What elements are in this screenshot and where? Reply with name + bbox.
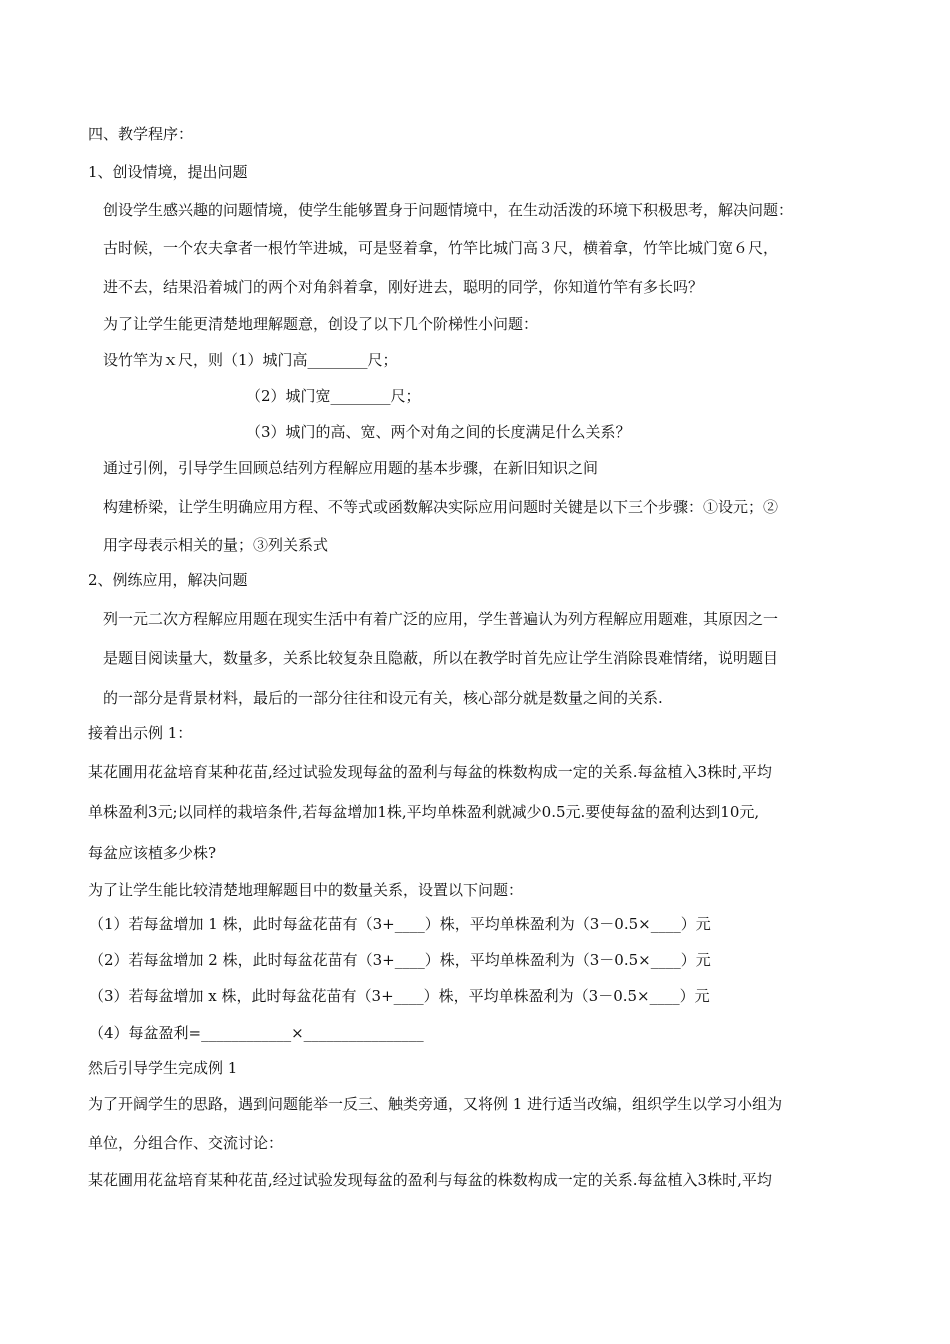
paragraph-line: 接着出示例 1： bbox=[88, 724, 193, 742]
subsection-heading: 2、例练应用，解决问题 bbox=[88, 571, 248, 589]
paragraph-line: 进不去，结果沿着城门的两个对角斜着拿，刚好进去，聪明的同学，你知道竹竿有多长吗？ bbox=[103, 278, 704, 296]
question-line: （3）若每盆增加 x 株，此时每盆花苗有（3+____）株，平均单株盈利为（3－0.5×____）元 bbox=[89, 987, 710, 1005]
example-line: 某花圃用花盆培育某种花苗,经过试验发现每盆的盈利与每盆的株数构成一定的关系.每盆植入3株时,平均 bbox=[88, 1171, 772, 1189]
paragraph-line: 单位，分组合作、交流讨论： bbox=[88, 1134, 284, 1152]
paragraph-line: 的一部分是背景材料，最后的一部分往往和设元有关，核心部分就是数量之间的关系. bbox=[103, 689, 663, 707]
section-heading: 四、教学程序： bbox=[88, 125, 194, 143]
question-line: （4）每盆盈利=____________×________________ bbox=[89, 1024, 424, 1042]
paragraph-line: 然后引导学生完成例 1 bbox=[88, 1059, 238, 1077]
question-line: （3）城门的高、宽、两个对角之间的长度满足什么关系？ bbox=[246, 423, 631, 441]
question-line: （2）若每盆增加 2 株，此时每盆花苗有（3+____）株，平均单株盈利为（3－0.5×____）元 bbox=[89, 951, 711, 969]
paragraph-line: 为了让学生能比较清楚地理解题目中的数量关系，设置以下问题： bbox=[88, 881, 524, 899]
paragraph-line: 用字母表示相关的量；③列关系式 bbox=[103, 536, 329, 554]
paragraph-line: 通过引例，引导学生回顾总结列方程解应用题的基本步骤，在新旧知识之间 bbox=[103, 459, 599, 477]
paragraph-line: 是题目阅读量大，数量多，关系比较复杂且隐蔽，所以在教学时首先应让学生消除畏难情绪，说明题目 bbox=[103, 649, 779, 667]
example-line: 某花圃用花盆培育某种花苗,经过试验发现每盆的盈利与每盆的株数构成一定的关系.每盆植入3株时,平均 bbox=[88, 763, 772, 781]
paragraph-line: 列一元二次方程解应用题在现实生活中有着广泛的应用，学生普遍认为列方程解应用题难，其原因之一 bbox=[103, 610, 779, 628]
paragraph-line: 为了让学生能更清楚地理解题意，创设了以下几个阶梯性小问题： bbox=[103, 315, 539, 333]
paragraph-line: 古时候，一个农夫拿者一根竹竿进城，可是竖着拿，竹竿比城门高３尺，横着拿，竹竿比城门宽６尺， bbox=[103, 239, 779, 257]
example-line: 每盆应该植多少株? bbox=[88, 844, 217, 862]
subsection-heading: 1、创设情境，提出问题 bbox=[88, 163, 248, 181]
paragraph-line: 为了开阔学生的思路，遇到问题能举一反三、触类旁通，又将例 1 进行适当改编，组织学生以学习小组为 bbox=[88, 1095, 783, 1113]
paragraph-line: 创设学生感兴趣的问题情境，使学生能够置身于问题情境中，在生动活泼的环境下积极思考，解决问题： bbox=[103, 201, 794, 219]
question-line: 设竹竿为ｘ尺，则（1）城门高________尺； bbox=[103, 351, 398, 369]
example-line: 单株盈利3元;以同样的栽培条件,若每盆增加1株,平均单株盈利就减少0.5元.要使每盆的盈利达到10元, bbox=[88, 803, 760, 821]
question-line: （2）城门宽________尺； bbox=[246, 387, 421, 405]
paragraph-line: 构建桥梁，让学生明确应用方程、不等式或函数解决实际应用问题时关键是以下三个步骤：①设元；② bbox=[103, 498, 779, 516]
question-line: （1）若每盆增加 1 株，此时每盆花苗有（3+____）株，平均单株盈利为（3－0.5×____）元 bbox=[89, 915, 711, 933]
